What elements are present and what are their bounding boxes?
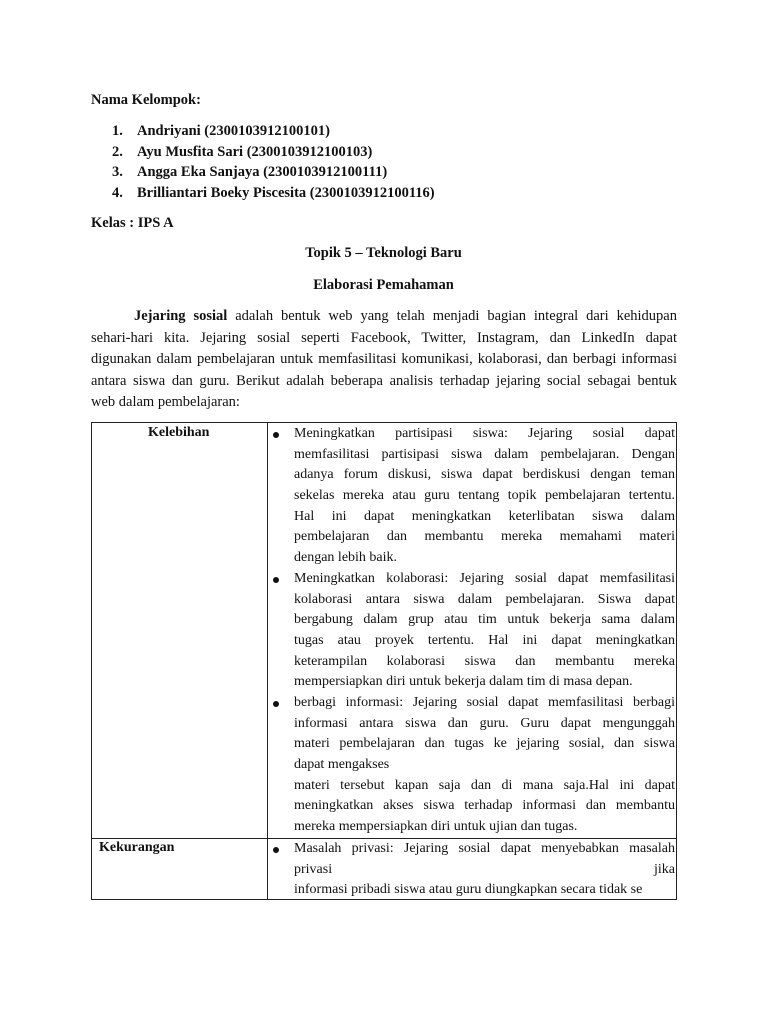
- list-item: berbagi informasi: Jejaring sosial dapat memfasilitasi berbagi informasi antara siswa dan guru. Guru dapat mengunggah materi pembelajaran dan tugas ke jejaring sosial, dan siswa dapat mengakses materi tersebut kapan saja dan di mana saja.Hal ini dapat meningkatkan akses siswa terhadap informasi dan membantu mereka mempersiapkan diri untuk ujian dan tugas.: [270, 693, 675, 838]
- group-label: Nama Kelompok:: [91, 92, 201, 108]
- list-item: 2. Ayu Musfita Sari (2300103912100103): [112, 143, 373, 160]
- list-item: Meningkatkan partisipasi siswa: Jejaring sosial dapat memfasilitasi partisipasi siswa dalam pembelajaran. Dengan adanya forum diskusi, siswa dapat berdiskusi dengan teman sekelas mereka atau guru tentang topik pembelajaran tertentu. Hal ini dapat meningkatkan keterlibatan siswa dalam pembelajaran dan membantu mereka memahami materi dengan lebih baik.: [270, 424, 675, 569]
- bullet-icon: [273, 432, 279, 438]
- list-item: Meningkatkan kolaborasi: Jejaring sosial dapat memfasilitasi kolaborasi antara siswa dalam pembelajaran. Siswa dapat bergabung dalam grup atau tim untuk bekerja sama dalam tugas atau proyek tertentu. Hal ini dapat meningkatkan keterampilan kolaborasi siswa dan membantu mereka mempersiapkan diri untuk bekerja dalam tim di masa depan.: [270, 569, 675, 693]
- topic-title: Topik 5 – Teknologi Baru: [305, 245, 462, 261]
- intro-paragraph: Jejaring sosial adalah bentuk web yang telah menjadi bagian integral dari kehidupan sehari-hari kita. Jejaring sosial seperti Facebook, Twitter, Instagram, dan LinkedIn dapat digunakan dalam pembelajaran untuk memfasilitasi komunikasi, kolaborasi, dan berbagi informasi antara siswa dan guru. Berikut adalah beberapa analisis terhadap jejaring social sebagai bentuk web dalam pembelajaran:: [91, 308, 677, 410]
- analysis-table: [91, 422, 677, 900]
- list-item: 3. Angga Eka Sanjaya (2300103912100111): [112, 164, 388, 180]
- list-item: 1. Andriyani (2300103912100101): [112, 123, 330, 139]
- member-name: Angga Eka Sanjaya (2300103912100111): [137, 164, 388, 180]
- member-list: [112, 121, 435, 203]
- kekurangan-label: Kekurangan: [99, 840, 175, 855]
- list-item: Masalah privasi: Jejaring sosial dapat menyebabkan masalah privasi jika informasi pribadi siswa atau guru diungkapkan secara tidak se: [270, 839, 675, 901]
- member-name: Ayu Musfita Sari (2300103912100103): [137, 143, 373, 160]
- bullet-icon: [273, 701, 279, 707]
- list-item: 4. Brilliantari Boeky Piscesita (2300103912100116): [112, 184, 435, 201]
- subtopic-title: Elaborasi Pemahaman: [313, 277, 454, 293]
- table-divider: [267, 423, 268, 899]
- kekurangan-list: [270, 839, 675, 901]
- member-name: Andriyani (2300103912100101): [137, 123, 330, 139]
- bullet-icon: [273, 577, 279, 583]
- class-label: Kelas : IPS A: [91, 215, 174, 231]
- kelebihan-label: Kelebihan: [148, 425, 210, 440]
- kelebihan-list: [270, 424, 675, 838]
- intro-term: Jejaring sosial: [134, 308, 228, 324]
- bullet-icon: [273, 847, 279, 853]
- member-name: Brilliantari Boeky Piscesita (2300103912100116): [137, 184, 435, 201]
